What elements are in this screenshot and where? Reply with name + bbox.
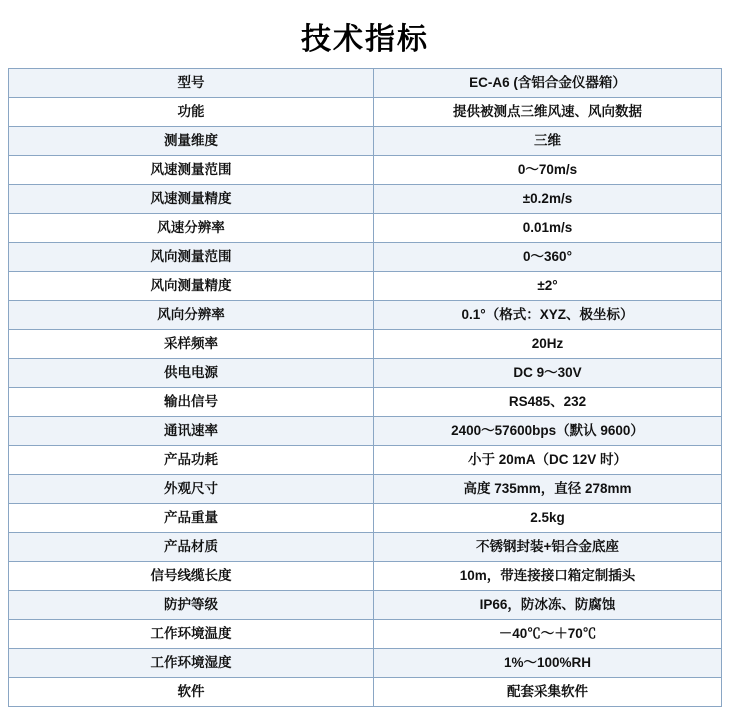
spec-value: 20Hz bbox=[374, 330, 722, 359]
spec-value: 10m，带连接接口箱定制插头 bbox=[374, 562, 722, 591]
spec-value: 0～360° bbox=[374, 243, 722, 272]
spec-label: 测量维度 bbox=[9, 127, 374, 156]
table-row bbox=[9, 185, 722, 214]
spec-value: 0.1°（格式：XYZ、极坐标） bbox=[374, 301, 722, 330]
table-row bbox=[9, 156, 722, 185]
spec-label: 输出信号 bbox=[9, 388, 374, 417]
spec-label: 功能 bbox=[9, 98, 374, 127]
table-row bbox=[9, 98, 722, 127]
spec-label: 工作环境湿度 bbox=[9, 649, 374, 678]
spec-value: 不锈钢封装+铝合金底座 bbox=[374, 533, 722, 562]
spec-label: 风速测量范围 bbox=[9, 156, 374, 185]
table-row bbox=[9, 127, 722, 156]
spec-value: DC 9～30V bbox=[374, 359, 722, 388]
spec-label: 产品重量 bbox=[9, 504, 374, 533]
spec-value: RS485、232 bbox=[374, 388, 722, 417]
spec-value: 配套采集软件 bbox=[374, 678, 722, 707]
table-row bbox=[9, 562, 722, 591]
spec-value: 小于 20mA（DC 12V 时） bbox=[374, 446, 722, 475]
spec-value: 1%～100%RH bbox=[374, 649, 722, 678]
table-row bbox=[9, 301, 722, 330]
page-title: 技术指标 bbox=[301, 22, 429, 57]
spec-label: 采样频率 bbox=[9, 330, 374, 359]
spec-label: 软件 bbox=[9, 678, 374, 707]
table-row bbox=[9, 388, 722, 417]
table-row bbox=[9, 446, 722, 475]
table-row bbox=[9, 214, 722, 243]
spec-value: 2.5kg bbox=[374, 504, 722, 533]
spec-label: 风向测量精度 bbox=[9, 272, 374, 301]
spec-label: 外观尺寸 bbox=[9, 475, 374, 504]
spec-value: 2400～57600bps（默认 9600） bbox=[374, 417, 722, 446]
spec-label: 产品材质 bbox=[9, 533, 374, 562]
table-row bbox=[9, 504, 722, 533]
spec-value: 0～70m/s bbox=[374, 156, 722, 185]
spec-value: ±2° bbox=[374, 272, 722, 301]
spec-value: IP66，防冰冻、防腐蚀 bbox=[374, 591, 722, 620]
table-row bbox=[9, 272, 722, 301]
table-row bbox=[9, 649, 722, 678]
spec-label: 产品功耗 bbox=[9, 446, 374, 475]
spec-label: 信号线缆长度 bbox=[9, 562, 374, 591]
spec-value: 三维 bbox=[374, 127, 722, 156]
table-row bbox=[9, 417, 722, 446]
table-row bbox=[9, 475, 722, 504]
spec-value: 提供被测点三维风速、风向数据 bbox=[374, 98, 722, 127]
table-row bbox=[9, 591, 722, 620]
spec-label: 风向分辨率 bbox=[9, 301, 374, 330]
spec-value: 高度 735mm，直径 278mm bbox=[374, 475, 722, 504]
spec-value: EC-A6 (含铝合金仪器箱） bbox=[374, 69, 722, 98]
specification-table bbox=[8, 68, 722, 707]
spec-label: 防护等级 bbox=[9, 591, 374, 620]
table-row bbox=[9, 69, 722, 98]
spec-label: 风向测量范围 bbox=[9, 243, 374, 272]
spec-label: 通讯速率 bbox=[9, 417, 374, 446]
table-row bbox=[9, 243, 722, 272]
spec-label: 风速测量精度 bbox=[9, 185, 374, 214]
table-row bbox=[9, 359, 722, 388]
spec-value: －40℃～＋70℃ bbox=[374, 620, 722, 649]
spec-label: 型号 bbox=[9, 69, 374, 98]
spec-label: 供电电源 bbox=[9, 359, 374, 388]
table-row bbox=[9, 620, 722, 649]
table-row bbox=[9, 330, 722, 359]
spec-label: 工作环境温度 bbox=[9, 620, 374, 649]
spec-value: ±0.2m/s bbox=[374, 185, 722, 214]
spec-label: 风速分辨率 bbox=[9, 214, 374, 243]
table-row bbox=[9, 678, 722, 707]
table-row bbox=[9, 533, 722, 562]
spec-value: 0.01m/s bbox=[374, 214, 722, 243]
